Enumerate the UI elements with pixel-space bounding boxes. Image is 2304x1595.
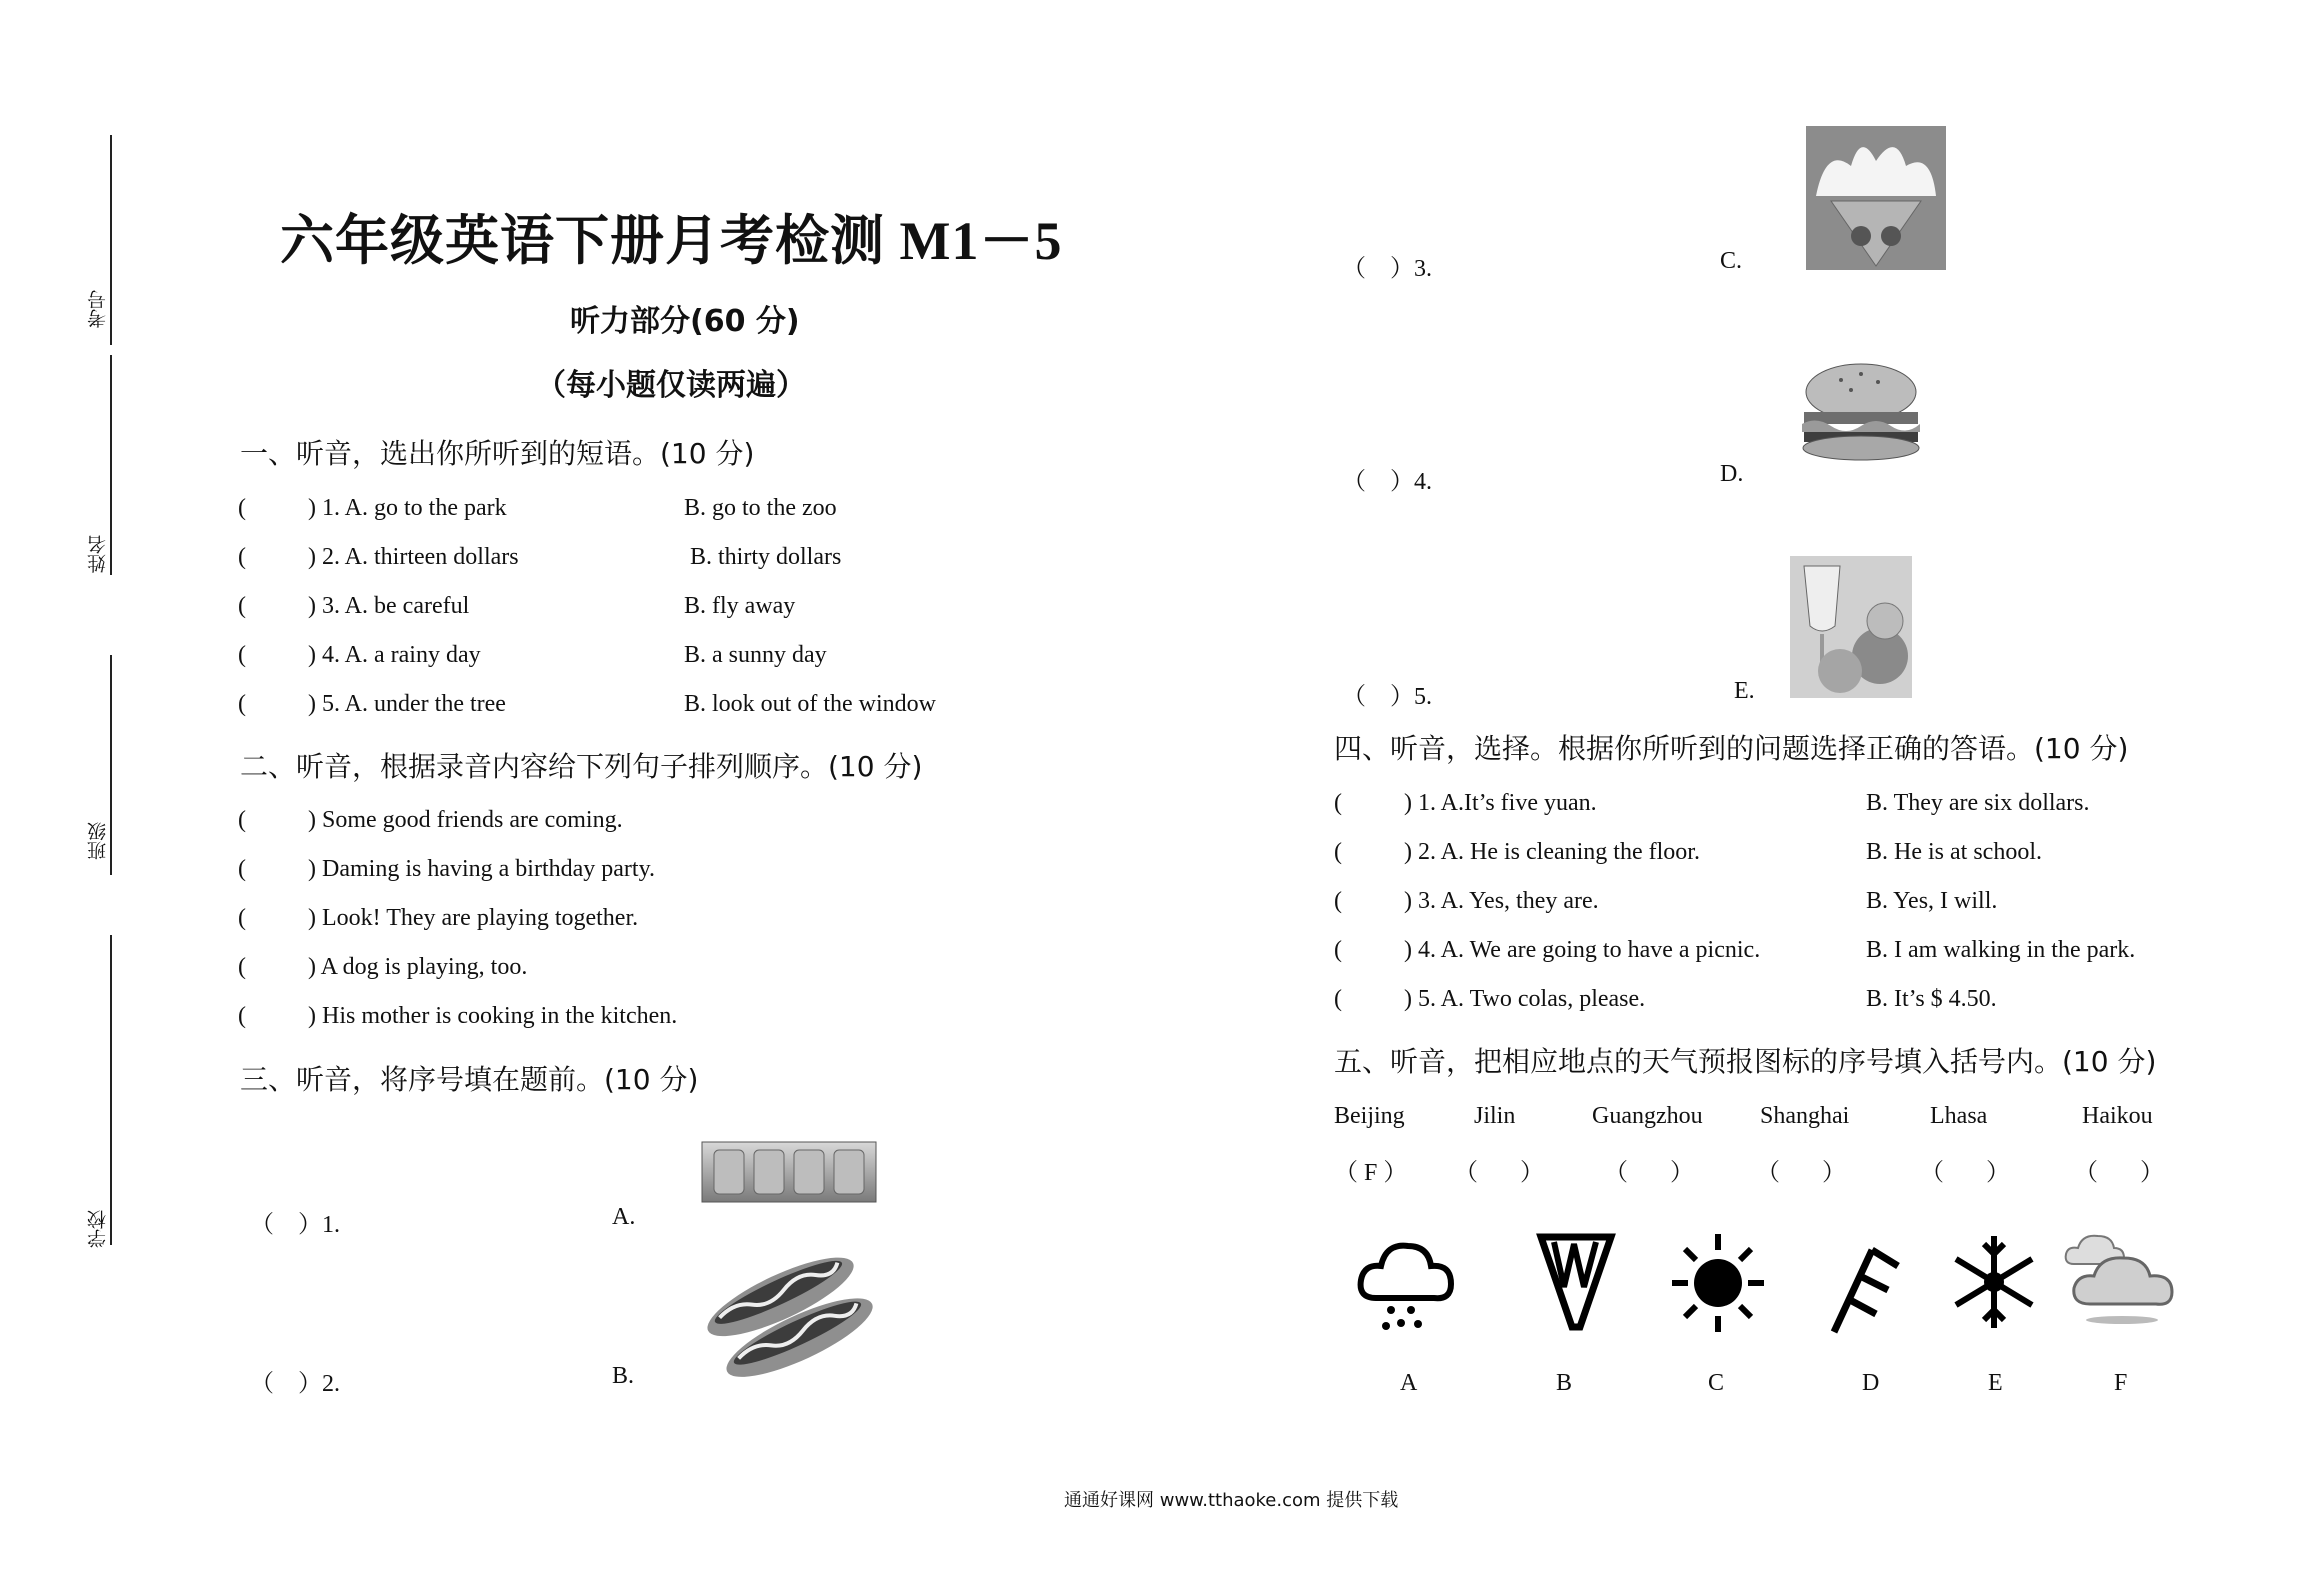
answer-blank-shanghai[interactable]: （ ） bbox=[1756, 1160, 1864, 1186]
sentence: Look! They are playing together. bbox=[322, 905, 639, 931]
list-item bbox=[238, 544, 519, 571]
option-b: B. a sunny day bbox=[684, 642, 827, 668]
answer-paren[interactable]: ( bbox=[1334, 937, 1342, 963]
answer-paren[interactable]: （ bbox=[250, 1212, 274, 1238]
list-item: ( ) A dog is playing, too. bbox=[238, 954, 528, 980]
option-b: B. thirty dollars bbox=[690, 544, 842, 570]
snowflake-icon bbox=[1952, 1232, 2036, 1332]
city-haikou: Haikou bbox=[2082, 1103, 2153, 1129]
option-a: 2. A. thirteen dollars bbox=[322, 544, 519, 570]
ice-icon bbox=[1536, 1232, 1616, 1332]
city-jilin: Jilin bbox=[1474, 1103, 1516, 1129]
option-b: B. He is at school. bbox=[1866, 839, 2042, 865]
hamburger-image bbox=[1796, 360, 1926, 464]
rain-cloud-icon bbox=[1356, 1228, 1456, 1338]
sentence: His mother is cooking in the kitchen. bbox=[322, 1003, 678, 1029]
icon-letter-a: A bbox=[1400, 1370, 1418, 1396]
answer-paren[interactable]: ( bbox=[1334, 986, 1342, 1012]
margin-label-class: 班级 bbox=[87, 822, 109, 860]
picture-item-1: （ ）1. bbox=[250, 1212, 340, 1238]
answer-paren[interactable]: ( bbox=[238, 856, 246, 882]
list-item: ( ) Look! They are playing together. bbox=[238, 905, 639, 931]
answer-blank-guangzhou[interactable]: （ ） bbox=[1604, 1160, 1712, 1186]
list-item bbox=[238, 691, 506, 718]
section4-heading: 四、听音，选择。根据你所听到的问题选择正确的答语。(10 分) bbox=[1334, 732, 2129, 765]
option-b: B. look out of the window bbox=[684, 691, 936, 717]
icon-letter-b: B bbox=[1556, 1370, 1573, 1396]
sentence: Daming is having a birthday party. bbox=[322, 856, 656, 882]
answer-paren-close: ) bbox=[308, 642, 316, 668]
answer-blank-lhasa[interactable]: （ ） bbox=[1920, 1160, 2028, 1186]
section1-heading: 一、听音，选出你所听到的短语。(10 分) bbox=[240, 437, 755, 470]
picture-letter: D. bbox=[1720, 461, 1744, 487]
answer-paren[interactable]: （ bbox=[250, 1371, 274, 1397]
answer-paren-open[interactable]: ( bbox=[238, 642, 246, 668]
option-a: 5. A. under the tree bbox=[322, 691, 506, 717]
wind-icon bbox=[1824, 1244, 1904, 1336]
list-item: ( ) Some good friends are coming. bbox=[238, 807, 623, 833]
list-item bbox=[238, 495, 507, 522]
sun-icon bbox=[1670, 1232, 1766, 1334]
picture-letter: C. bbox=[1720, 248, 1743, 274]
answer-paren-open[interactable]: ( bbox=[238, 495, 246, 521]
option-b: B. Yes, I will. bbox=[1866, 888, 1998, 914]
list-item: ( ) 2. A. He is cleaning the floor. bbox=[1334, 839, 1700, 865]
answer-paren-close: ) bbox=[308, 691, 316, 717]
city-shanghai: Shanghai bbox=[1760, 1103, 1850, 1129]
answer-paren[interactable]: （ bbox=[1342, 469, 1366, 495]
option-a: 4. A. a rainy day bbox=[322, 642, 481, 668]
icon-letter-e: E bbox=[1988, 1370, 2003, 1396]
city-guangzhou: Guangzhou bbox=[1592, 1103, 1703, 1129]
icon-letter-c: C bbox=[1708, 1370, 1725, 1396]
option-b: B. go to the zoo bbox=[684, 495, 837, 521]
ice-cream-image bbox=[1806, 126, 1946, 270]
hot-dogs-image bbox=[700, 1250, 878, 1380]
margin-line bbox=[110, 935, 112, 1245]
answer-blank-haikou[interactable]: （ ） bbox=[2074, 1160, 2182, 1186]
sentence: A dog is playing, too. bbox=[320, 954, 528, 980]
orange-juice-image bbox=[1790, 556, 1912, 698]
picture-item-2: （ ）2. bbox=[250, 1371, 340, 1397]
picture-letter: E. bbox=[1734, 678, 1755, 704]
section3-heading: 三、听音，将序号填在题前。(10 分) bbox=[240, 1063, 699, 1096]
list-item bbox=[238, 593, 469, 620]
section5-heading: 五、听音，把相应地点的天气预报图标的序号填入括号内。(10 分) bbox=[1334, 1045, 2157, 1078]
answer-paren-close: ) bbox=[308, 495, 316, 521]
icon-letter-f: F bbox=[2114, 1370, 2128, 1396]
city-beijing: Beijing bbox=[1334, 1103, 1405, 1129]
answer-blank-jilin[interactable]: （ ） bbox=[1454, 1160, 1562, 1186]
answer-paren[interactable]: ( bbox=[238, 905, 246, 931]
list-item bbox=[238, 642, 481, 669]
reading-note: （每小题仅读两遍） bbox=[536, 368, 806, 403]
answer-paren-close: ) bbox=[308, 593, 316, 619]
option-b: B. I am walking in the park. bbox=[1866, 937, 2136, 963]
page-title: 六年级英语下册月考检测 M1－5 bbox=[280, 211, 1063, 271]
answer-paren-close: ) bbox=[308, 544, 316, 570]
answer-paren[interactable]: ( bbox=[238, 807, 246, 833]
answer-paren[interactable]: ( bbox=[238, 954, 246, 980]
city-lhasa: Lhasa bbox=[1930, 1103, 1988, 1129]
answer-paren-open[interactable]: ( bbox=[238, 691, 246, 717]
option-b: B. fly away bbox=[684, 593, 796, 619]
page-subtitle: 听力部分(60 分) bbox=[570, 304, 800, 339]
icon-letter-d: D bbox=[1862, 1370, 1880, 1396]
sentence: Some good friends are coming. bbox=[322, 807, 623, 833]
option-b: B. They are six dollars. bbox=[1866, 790, 2090, 816]
cloudy-icon bbox=[2060, 1228, 2180, 1332]
margin-label-name: 姓名 bbox=[87, 535, 109, 573]
answer-paren-open[interactable]: ( bbox=[238, 544, 246, 570]
answer-paren[interactable]: ( bbox=[238, 1003, 246, 1029]
picture-item-3: （ ）3. bbox=[1342, 256, 1432, 282]
answer-paren[interactable]: ( bbox=[1334, 888, 1342, 914]
answer-blank-beijing[interactable]: （ F ） bbox=[1334, 1160, 1408, 1186]
picture-letter: A. bbox=[612, 1204, 636, 1230]
list-item: ( ) 1. A.It’s five yuan. bbox=[1334, 790, 1597, 816]
footer-text: 通通好课网 www.tthaoke.com 提供下载 bbox=[1064, 1490, 1399, 1511]
option-b: B. It’s $ 4.50. bbox=[1866, 986, 1997, 1012]
answer-paren[interactable]: （ bbox=[1342, 684, 1366, 710]
list-item: ( ) His mother is cooking in the kitchen. bbox=[238, 1003, 678, 1029]
answer-paren-open[interactable]: ( bbox=[238, 593, 246, 619]
picture-item-4: （ ）4. bbox=[1342, 469, 1432, 495]
list-item: ( ) Daming is having a birthday party. bbox=[238, 856, 656, 882]
margin-label-school: 学校 bbox=[87, 1210, 109, 1248]
picture-letter: B. bbox=[612, 1363, 635, 1389]
list-item: ( ) 5. A. Two colas, please. bbox=[1334, 986, 1646, 1012]
answer-paren[interactable]: （ bbox=[1342, 256, 1366, 282]
option-a: 1. A. go to the park bbox=[322, 495, 507, 521]
section2-heading: 二、听音，根据录音内容给下列句子排列顺序。(10 分) bbox=[240, 750, 923, 783]
picture-item-5: （ ）5. bbox=[1342, 684, 1432, 710]
option-a: 3. A. be careful bbox=[322, 593, 470, 619]
list-item: ( ) 3. A. Yes, they are. bbox=[1334, 888, 1599, 914]
answer-paren[interactable]: ( bbox=[1334, 790, 1342, 816]
margin-label-exam-number: 考号 bbox=[87, 290, 109, 328]
list-item: ( ) 4. A. We are going to have a picnic. bbox=[1334, 937, 1761, 963]
answer-paren[interactable]: ( bbox=[1334, 839, 1342, 865]
chocolate-bar-image bbox=[700, 1138, 878, 1206]
